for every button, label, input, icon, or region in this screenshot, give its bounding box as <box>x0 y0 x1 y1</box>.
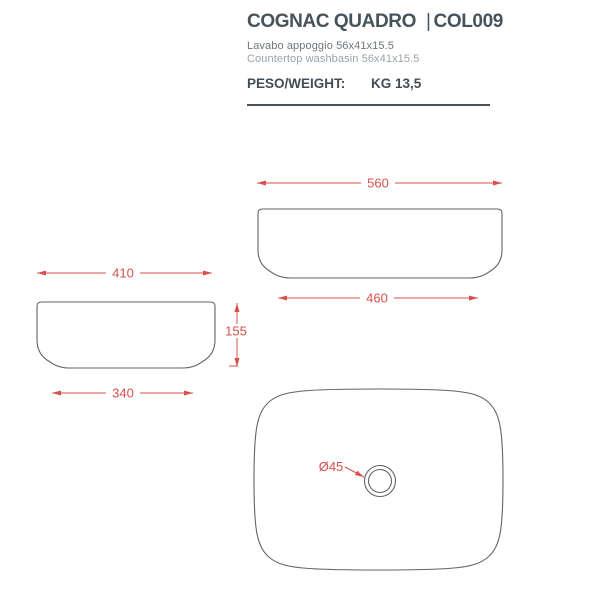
front-top-dimension-label: 560 <box>367 175 389 191</box>
weight-label: PESO/WEIGHT: <box>247 76 346 91</box>
drain-leader-line <box>345 467 364 477</box>
side-view <box>37 266 250 401</box>
subtitle-english: Countertop washbasin 56x41x15.5 <box>247 52 420 65</box>
drain-diameter-label: Ø45 <box>318 459 344 474</box>
top-view <box>254 389 503 570</box>
title-separator: | <box>425 11 431 32</box>
front-bottom-dimension-label: 460 <box>366 290 388 306</box>
side-height-dimension-label: 155 <box>225 323 247 339</box>
basin-front-outline <box>258 209 502 278</box>
weight-value: KG 13,5 <box>371 76 422 91</box>
subtitle-italian: Lavabo appoggio 56x41x15.5 <box>247 40 394 52</box>
front-view <box>257 176 502 306</box>
side-bottom-dimension-label: 340 <box>112 385 134 401</box>
side-top-dimension-label: 410 <box>112 265 134 281</box>
product-name: COGNAC QUADRO <box>247 11 416 32</box>
basin-side-outline <box>37 302 215 368</box>
product-code: COL009 <box>433 11 503 32</box>
drain-inner-circle <box>369 470 392 493</box>
basin-top-outline <box>254 389 503 570</box>
drain-outer-circle <box>365 466 396 497</box>
